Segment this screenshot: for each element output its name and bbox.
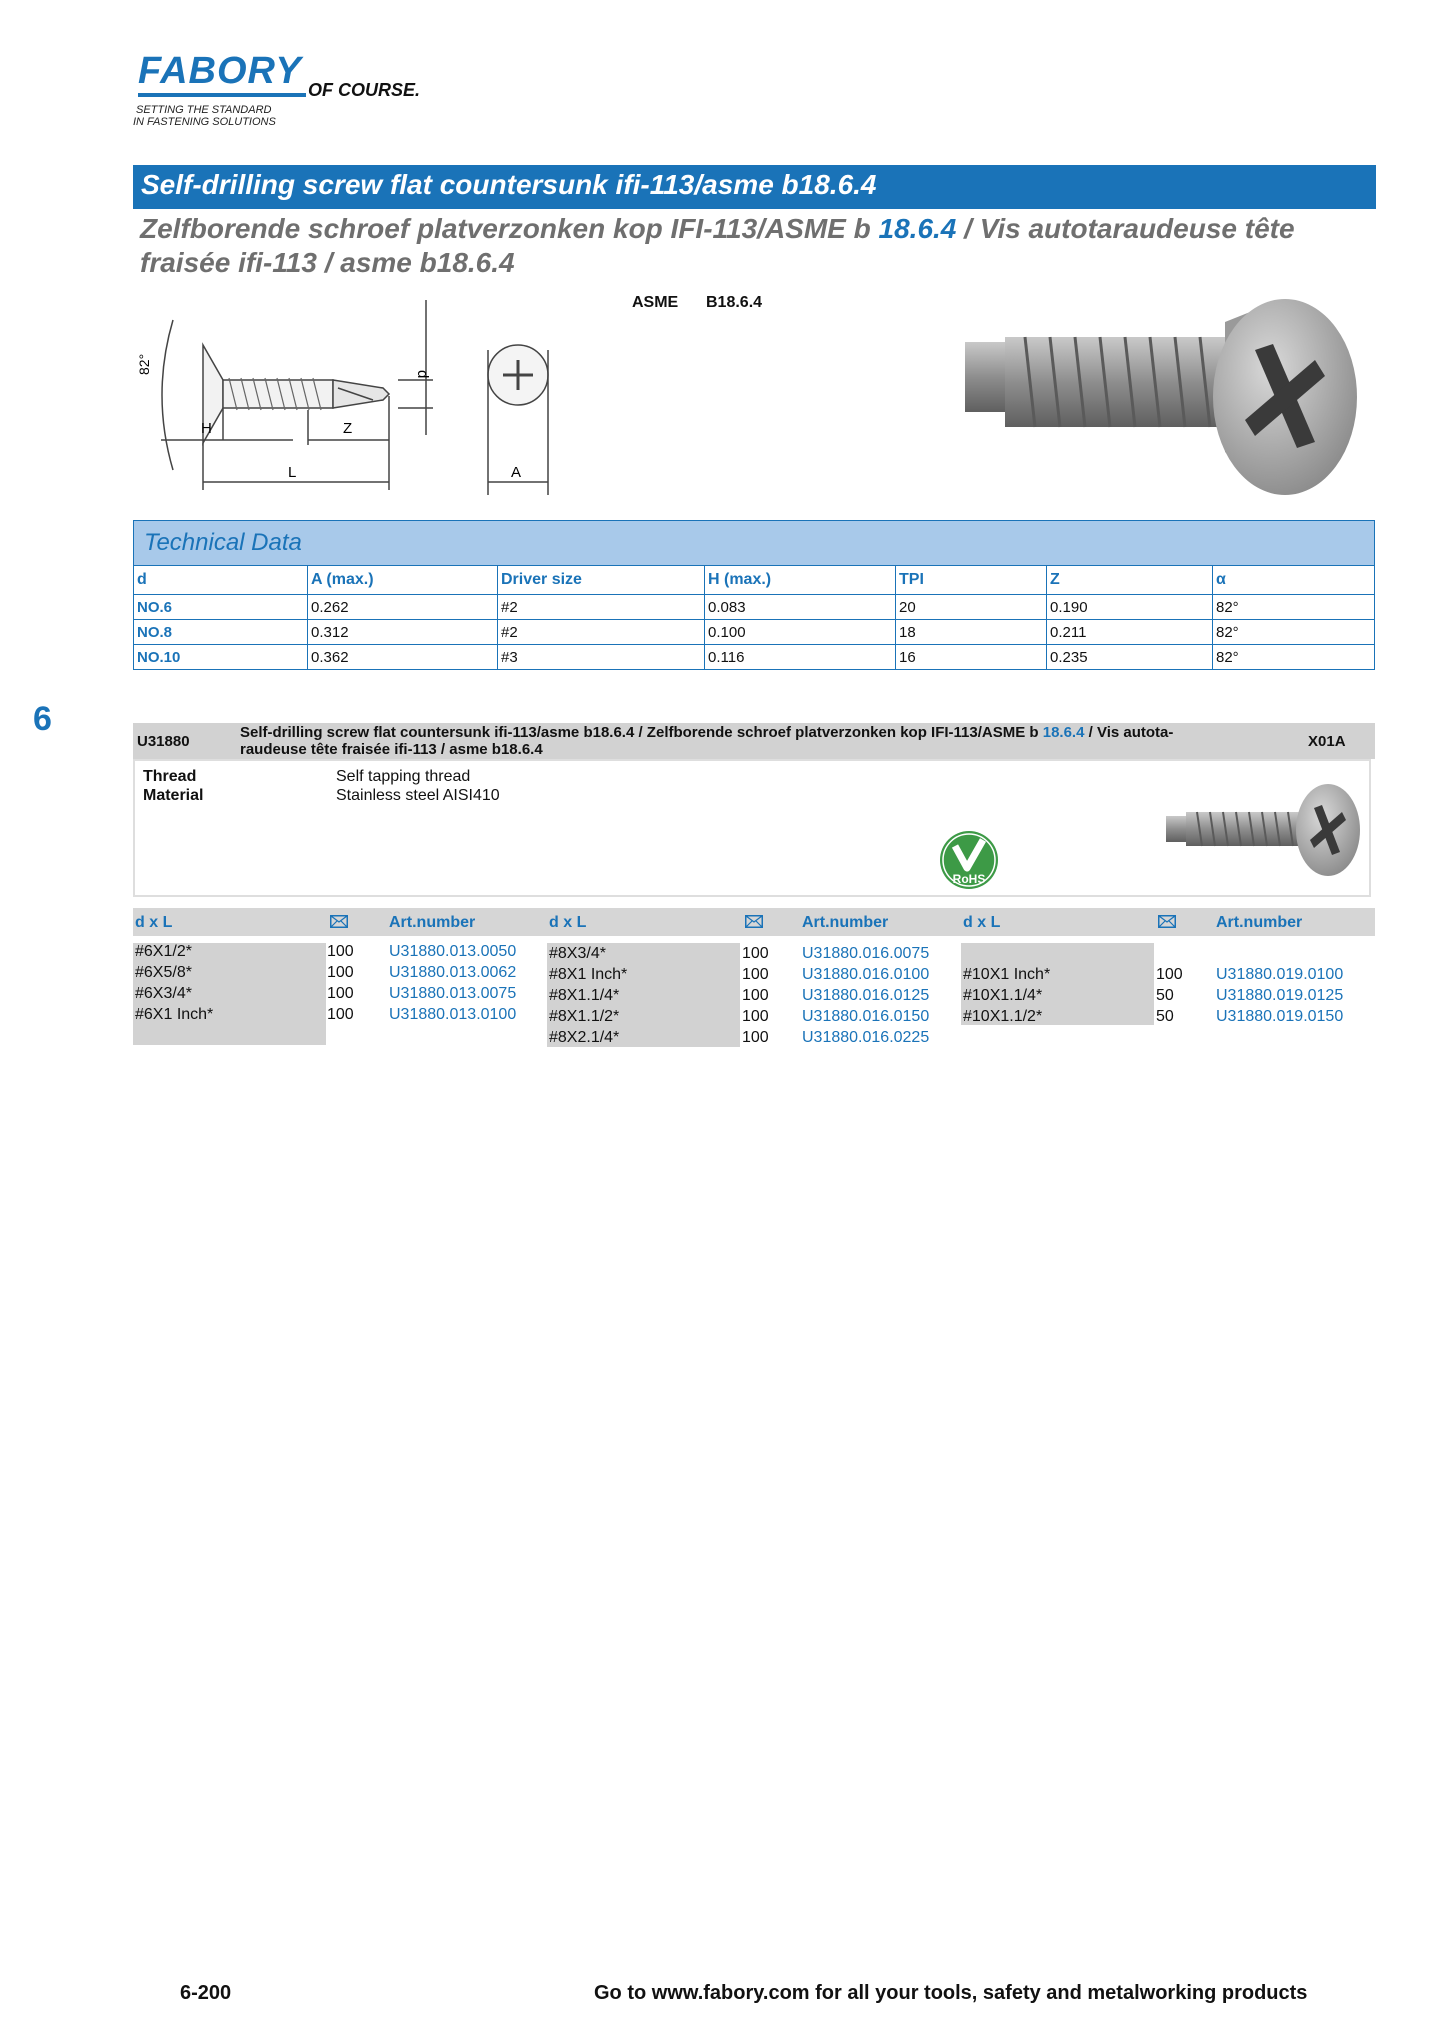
- table-cell: 82°: [1213, 620, 1375, 645]
- article-number[interactable]: U31880.019.0125: [1216, 987, 1344, 1004]
- column-header-size: d x L: [135, 914, 173, 931]
- table-cell: 0.190: [1047, 595, 1213, 620]
- article-number[interactable]: U31880.016.0100: [802, 966, 930, 983]
- table-cell: 18: [896, 620, 1047, 645]
- article-qty: 100: [742, 987, 769, 1004]
- article-number[interactable]: U31880.019.0150: [1216, 1008, 1344, 1025]
- table-cell: 20: [896, 595, 1047, 620]
- technical-drawing: [133, 300, 553, 495]
- table-row: [134, 645, 1375, 670]
- column-header: A (max.): [308, 566, 498, 595]
- article-qty: 100: [327, 1006, 354, 1023]
- article-qty: 50: [1156, 987, 1174, 1004]
- description-text: Self-drilling screw flat countersunk ifi-113/asme b18.6.4 / Zelfborende schroef platverzonken kop IFI-113/ASME b: [240, 724, 1043, 741]
- page-subtitle: [140, 212, 1380, 280]
- column-header-size: d x L: [963, 914, 1001, 931]
- logo-slogan: OF COURSE.: [308, 80, 421, 100]
- table-cell: #2: [498, 620, 705, 645]
- standard-value: B18.6.4: [706, 294, 763, 311]
- dimension-label: H: [201, 420, 212, 437]
- article-size: #6X5/8*: [135, 964, 192, 981]
- article-qty: 100: [742, 1008, 769, 1025]
- article-size: #8X1.1/2*: [549, 1008, 620, 1025]
- article-qty: 100: [1156, 966, 1183, 983]
- article-qty: 100: [327, 985, 354, 1002]
- dimension-label: Z: [343, 420, 353, 437]
- article-qty: 100: [742, 1029, 769, 1046]
- table-cell: NO.6: [134, 595, 308, 620]
- description-text: / Vis autota-: [1084, 724, 1174, 741]
- table-cell: 0.116: [705, 645, 896, 670]
- footer-text: Go to www.fabory.com for all your tools, safety and metalworking products: [594, 1982, 1308, 2004]
- table-cell: NO.10: [134, 645, 308, 670]
- article-size: #10X1.1/2*: [963, 1008, 1043, 1025]
- description-highlight: 18.6.4: [1042, 724, 1085, 741]
- title-bar: [133, 165, 1376, 209]
- article-size: #6X3/4*: [135, 985, 192, 1002]
- brand-logo: FABORY: [138, 50, 302, 92]
- table-cell: NO.8: [134, 620, 308, 645]
- article-size: #8X1 Inch*: [549, 966, 628, 983]
- property-label: Thread: [143, 768, 197, 785]
- dimension-label: A: [511, 464, 522, 481]
- column-header: α: [1213, 566, 1375, 595]
- rohs-label: RoHS: [952, 872, 986, 886]
- table-cell: #3: [498, 645, 705, 670]
- table-cell: 82°: [1213, 595, 1375, 620]
- article-qty: 50: [1156, 1008, 1174, 1025]
- page-title: Self-drilling screw flat countersunk ifi-113/asme b18.6.4: [141, 169, 877, 200]
- article-size: #6X1/2*: [135, 943, 192, 960]
- article-qty: 100: [327, 964, 354, 981]
- subtitle-text: / Vis autotaraudeuse tête fraisée ifi-113 / asme b18.6.4: [140, 213, 1295, 278]
- screw-thumbnail: [1162, 780, 1362, 880]
- envelope-icon: [745, 915, 763, 928]
- table-header-row: [134, 566, 1375, 595]
- column-header: Z: [1047, 566, 1213, 595]
- product-description: [240, 724, 1295, 758]
- technical-data-title: Technical Data: [134, 521, 1375, 566]
- article-number[interactable]: U31880.019.0100: [1216, 966, 1344, 983]
- column-header-size: d x L: [549, 914, 587, 931]
- description-text: raudeuse tête fraisée ifi-113 / asme b18.6.4: [240, 741, 543, 758]
- standard-label: ASME: [632, 294, 679, 311]
- table-row: [134, 620, 1375, 645]
- property-value: Stainless steel AISI410: [336, 787, 500, 804]
- article-qty: 100: [742, 945, 769, 962]
- subtitle-text: Zelfborende schroef platverzonken kop IFI-113/ASME b: [140, 213, 879, 244]
- article-size: #8X1.1/4*: [549, 987, 620, 1004]
- property-label: Material: [143, 787, 204, 804]
- dimension-label: L: [288, 464, 297, 481]
- article-number[interactable]: U31880.013.0062: [389, 964, 517, 981]
- table-cell: #2: [498, 595, 705, 620]
- article-qty: 100: [327, 943, 354, 960]
- table-cell: 0.083: [705, 595, 896, 620]
- article-size: #6X1 Inch*: [135, 1006, 214, 1023]
- column-header-artnumber: Art.number: [389, 914, 476, 931]
- article-number[interactable]: U31880.016.0225: [802, 1029, 930, 1046]
- product-suffix: X01A: [1308, 733, 1346, 750]
- table-cell: 0.235: [1047, 645, 1213, 670]
- table-cell: 0.211: [1047, 620, 1213, 645]
- table-cell: 0.312: [308, 620, 498, 645]
- technical-data-table: [133, 520, 1375, 670]
- table-cell: 0.262: [308, 595, 498, 620]
- table-cell: 0.362: [308, 645, 498, 670]
- article-size: #8X2.1/4*: [549, 1029, 620, 1046]
- logo-tagline: SETTING THE STANDARD: [136, 104, 272, 116]
- rohs-badge: [937, 828, 1001, 892]
- article-number[interactable]: U31880.013.0050: [389, 943, 517, 960]
- logo-underline: [138, 93, 306, 97]
- article-qty: 100: [742, 966, 769, 983]
- table-row: [134, 595, 1375, 620]
- page-number: 6-200: [180, 1982, 232, 2004]
- article-size: #10X1 Inch*: [963, 966, 1051, 983]
- table-cell: 82°: [1213, 645, 1375, 670]
- logo-tagline: IN FASTENING SOLUTIONS: [133, 116, 276, 128]
- chapter-number: 6: [33, 700, 52, 738]
- envelope-icon: [1158, 915, 1176, 928]
- article-size: #8X3/4*: [549, 945, 606, 962]
- article-number[interactable]: U31880.016.0125: [802, 987, 930, 1004]
- column-header-artnumber: Art.number: [1216, 914, 1303, 931]
- angle-label: 82°: [136, 353, 152, 375]
- column-header-artnumber: Art.number: [802, 914, 889, 931]
- subtitle-highlight: 18.6.4: [878, 213, 957, 244]
- column-header: TPI: [896, 566, 1047, 595]
- article-number[interactable]: U31880.013.0100: [389, 1006, 517, 1023]
- table-cell: 0.100: [705, 620, 896, 645]
- product-code: U31880: [137, 733, 190, 750]
- article-number[interactable]: U31880.013.0075: [389, 985, 517, 1002]
- article-number[interactable]: U31880.016.0075: [802, 945, 930, 962]
- table-cell: 16: [896, 645, 1047, 670]
- column-header: Driver size: [498, 566, 705, 595]
- article-size: #10X1.1/4*: [963, 987, 1043, 1004]
- column-header: d: [134, 566, 308, 595]
- envelope-icon: [330, 915, 348, 928]
- screw-photo: [955, 292, 1365, 502]
- property-value: Self tapping thread: [336, 768, 471, 785]
- article-number[interactable]: U31880.016.0150: [802, 1008, 930, 1025]
- column-header: H (max.): [705, 566, 896, 595]
- dimension-label: d: [414, 370, 431, 379]
